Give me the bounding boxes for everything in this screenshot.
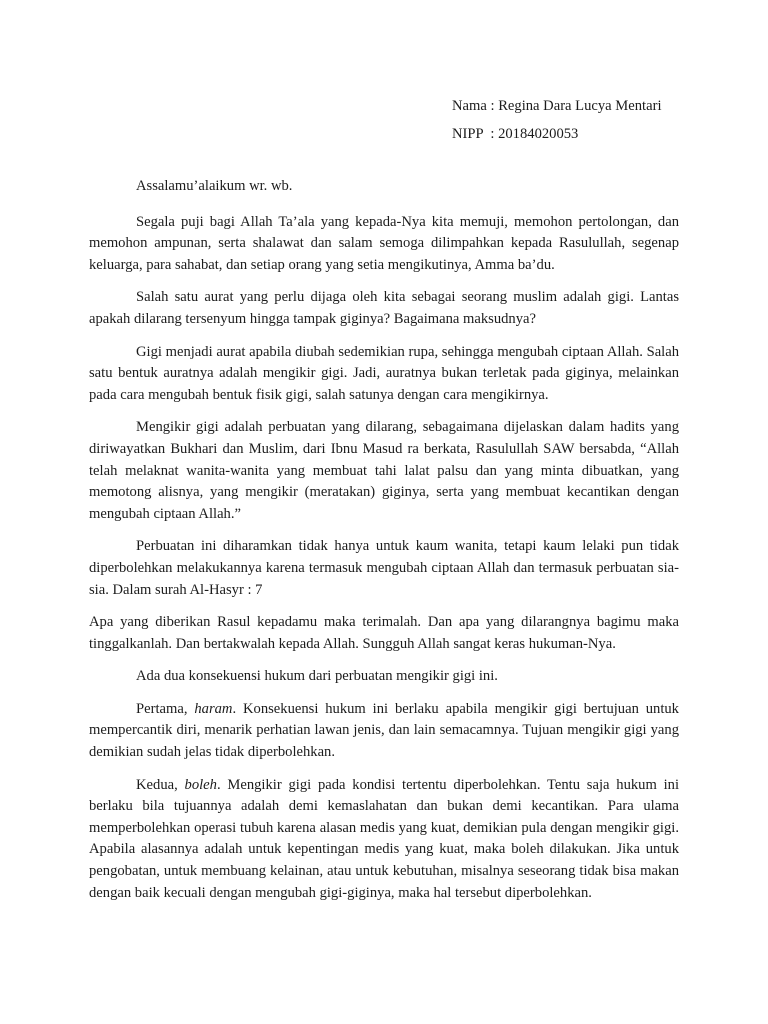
author-nipp: NIPP : 20184020053	[452, 126, 579, 142]
greeting: Assalamu’alaikum wr. wb.	[136, 178, 293, 194]
paragraph-hadith: Mengikir gigi adalah perbuatan yang dilarang, sebagaimana dijelaskan dalam hadits yang diriwayatkan Bukhari dan Muslim, dari Ibnu Masud ra berkata, Rasulullah SAW bersabda, “Allah telah melaknat wanita-wanita yang membuat tahi lalat palsu dan yang minta dibuatkan, yang memotong alisnya, yang mengikir (meratakan) giginya, serta yang membuat kecantikan dengan mengubah ciptaan Allah.”	[89, 419, 679, 522]
first-lead: Pertama,	[136, 700, 195, 717]
paragraph-opening: Segala puji bagi Allah Ta’ala yang kepada-Nya kita memuji, memohon pertolongan, dan memohon ampunan, serta shalawat dan salam semoga dilimpahkan kepada Rasulullah, segenap keluarga, para sahabat, dan setiap orang yang setia mengikutinya, Amma ba’du.	[89, 213, 679, 273]
second-lead: Kedua,	[136, 776, 185, 793]
paragraph-first-haram	[89, 699, 679, 764]
paragraph-aurat-condition: Gigi menjadi aurat apabila diubah sedemikian rupa, sehingga mengubah ciptaan Allah. Salah satu bentuk auratnya adalah mengikir gigi. Jadi, auratnya bukan terletak pada giginya, melainkan pada cara mengubah bentuk fisik gigi, salah satunya dengan cara mengikirnya.	[89, 343, 679, 403]
paragraph-quran-quote: Apa yang diberikan Rasul kepadamu maka terimalah. Dan apa yang dilarangnya bagimu maka tinggalkanlah. Dan bertakwalah kepada Allah. Sungguh Allah sangat keras hukuman-Nya.	[89, 614, 679, 652]
paragraph-two-consequences: Ada dua konsekuensi hukum dari perbuatan mengikir gigi ini.	[136, 668, 498, 685]
paragraph-teeth-aurat: Salah satu aurat yang perlu dijaga oleh kita sebagai seorang muslim adalah gigi. Lantas apakah dilarang tersenyum hingga tampak giginya? Bagaimana maksudnya?	[89, 289, 679, 327]
second-rest: . Mengikir gigi pada kondisi tertentu diperbolehkan. Tentu saja hukum ini berlaku bila tujuannya adalah demi kemaslahatan dan bukan demi kecantikan. Para ulama memperbolehkan operasi tubuh karena alasan medis yang kuat, demikian pula dengan mengikir gigi. Apabila alasannya adalah untuk kepentingan medis yang kuat, maka boleh dilakukan. Jika untuk pengobatan, untuk membuang kelainan, atau untuk kebutuhan, misalnya seseorang tidak bisa makan dengan baik kecuali dengan mengubah gigi-giginya, maka hal tersebut diperbolehkan.	[89, 776, 679, 901]
author-header	[452, 92, 662, 148]
document-body	[89, 176, 679, 915]
paragraph-second-boleh	[89, 775, 679, 905]
term-haram: haram	[194, 700, 233, 717]
term-boleh: boleh	[184, 776, 217, 793]
paragraph-prohibition: Perbuatan ini diharamkan tidak hanya untuk kaum wanita, tetapi kaum lelaki pun tidak diperbolehkan melakukannya karena termasuk mengubah ciptaan Allah dan termasuk perbuatan sia-sia. Dalam surah Al-Hasyr : 7	[89, 538, 679, 598]
first-rest: . Konsekuensi hukum ini berlaku apabila mengikir gigi bertujuan untuk mempercantik diri, menarik perhatian lawan jenis, dan lain semacamnya. Tujuan mengikir gigi yang demikian sudah jelas tidak diperbolehkan.	[89, 700, 679, 761]
author-name: Nama : Regina Dara Lucya Mentari	[452, 98, 662, 114]
